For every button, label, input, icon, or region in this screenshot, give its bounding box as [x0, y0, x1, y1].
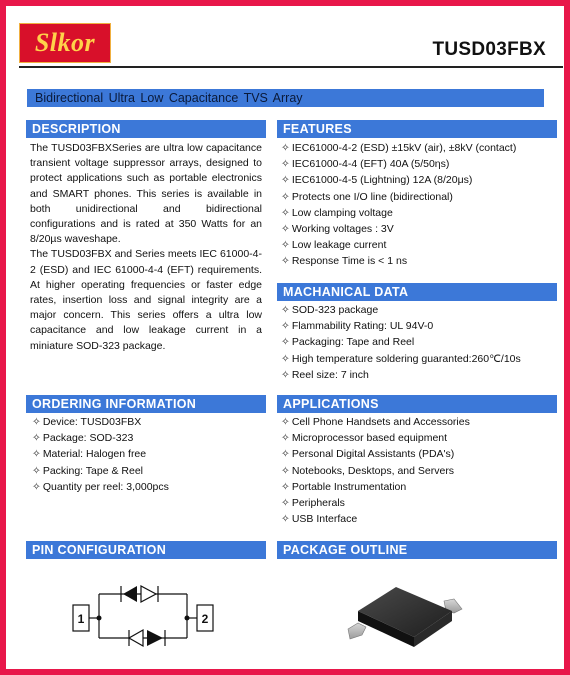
bullet-icon: ✧: [281, 464, 290, 477]
diode-filled-top: [123, 586, 137, 602]
bullet-icon: ✧: [32, 432, 41, 445]
list-item-text: Packing: Tape & Reel: [42, 464, 144, 477]
list-item-text: Package: SOD-323: [42, 432, 134, 445]
bullet-icon: ✧: [281, 513, 290, 526]
bullet-icon: ✧: [281, 304, 290, 316]
list-item: [281, 463, 470, 479]
features-list: [281, 140, 516, 270]
list-item: [281, 495, 470, 511]
list-item-text: IEC61000-4-4 (EFT) 40A (5/50ηs): [291, 158, 450, 171]
list-item: [281, 205, 516, 221]
description-paragraph: The TUSD03FBXSeries are ultra low capacitance transient voltage suppressor arrays, designed to protect applications such as portable electronics and SMART phones. This series is available in both unidirectional and bidirectional configurations and is rated at 350 Watts for an 8/20µs waveshape.: [30, 142, 262, 246]
header-divider: [19, 66, 563, 68]
list-item: [281, 221, 516, 237]
pin-configuration-heading: PIN CONFIGURATION: [26, 541, 266, 559]
ordering-info-list: [32, 414, 169, 495]
list-item: [281, 189, 516, 205]
list-item: [281, 253, 516, 269]
list-item-text: SOD-323 package: [291, 304, 379, 316]
mechanical-data-list: [281, 302, 521, 383]
bullet-icon: ✧: [32, 448, 41, 461]
bullet-icon: ✧: [281, 320, 290, 333]
bullet-icon: ✧: [281, 336, 290, 349]
list-item-text: Low clamping voltage: [291, 206, 393, 219]
package-outline-heading: PACKAGE OUTLINE: [277, 541, 557, 559]
bullet-icon: ✧: [281, 255, 290, 268]
list-item: [32, 479, 169, 495]
brand-logo: Slkor: [19, 23, 111, 63]
list-item-text: USB Interface: [291, 513, 358, 526]
diode-filled-bottom: [147, 630, 163, 646]
package-outline-image: [336, 571, 476, 656]
list-item-text: Notebooks, Desktops, and Servers: [291, 464, 455, 477]
bullet-icon: ✧: [281, 174, 290, 187]
bullet-icon: ✧: [281, 239, 290, 252]
list-item-text: Flammability Rating: UL 94V-0: [291, 320, 434, 333]
package-lead-left: [348, 623, 366, 639]
bullet-icon: ✧: [281, 480, 290, 493]
list-item-text: Protects one I/O line (bidirectional): [291, 190, 453, 203]
diode-outline-top: [141, 586, 156, 602]
list-item-text: High temperature soldering guaranted:260℃/10s: [291, 352, 521, 365]
description-text: [30, 141, 262, 354]
list-item-text: Peripherals: [291, 497, 345, 510]
bullet-icon: ✧: [281, 142, 290, 154]
list-item: [281, 172, 516, 188]
list-item-text: Working voltages : 3V: [291, 223, 394, 236]
bullet-icon: ✧: [281, 432, 290, 445]
list-item-text: IEC61000-4-2 (ESD) ±15kV (air), ±8kV (contact): [291, 142, 517, 154]
list-item-text: Portable Instrumentation: [291, 480, 407, 493]
list-item-text: Personal Digital Assistants (PDA's): [291, 448, 455, 461]
pin-configuration-diagram: [71, 574, 221, 664]
bullet-icon: ✧: [281, 223, 290, 236]
bullet-icon: ✧: [281, 190, 290, 203]
product-subtitle-banner: Bidirectional Ultra Low Capacitance TVS Array: [27, 89, 544, 107]
list-item: [281, 237, 516, 253]
list-item-text: IEC61000-4-5 (Lightning) 12A (8/20μs): [291, 174, 473, 187]
list-item: [281, 140, 516, 156]
list-item: [281, 479, 470, 495]
bullet-icon: ✧: [281, 497, 290, 510]
bullet-icon: ✧: [32, 464, 41, 477]
list-item: [281, 367, 521, 383]
list-item-text: Low leakage current: [291, 239, 387, 252]
list-item-text: Cell Phone Handsets and Accessories: [291, 416, 470, 428]
bullet-icon: ✧: [281, 416, 290, 428]
mechanical-data-heading: MACHANICAL DATA: [277, 283, 557, 301]
list-item: [281, 414, 470, 430]
bullet-icon: ✧: [32, 480, 41, 493]
list-item: [281, 430, 470, 446]
ordering-info-heading: ORDERING INFORMATION: [26, 395, 266, 413]
list-item: [281, 318, 521, 334]
bullet-icon: ✧: [281, 158, 290, 171]
list-item: [281, 302, 521, 318]
applications-list: [281, 414, 470, 527]
bullet-icon: ✧: [32, 416, 41, 428]
part-number-title: TUSD03FBX: [432, 39, 546, 60]
features-heading: FEATURES: [277, 120, 557, 138]
list-item-text: Response Time is < 1 ns: [291, 255, 408, 268]
list-item-text: Quantity per reel: 3,000pcs: [42, 480, 169, 493]
list-item-text: Microprocessor based equipment: [291, 432, 448, 445]
list-item: [32, 463, 169, 479]
list-item: [281, 351, 521, 367]
description-heading: DESCRIPTION: [26, 120, 266, 138]
pin1-label: 1: [77, 612, 85, 626]
list-item-text: Device: TUSD03FBX: [42, 416, 142, 428]
list-item-text: Reel size: 7 inch: [291, 368, 369, 381]
applications-heading: APPLICATIONS: [277, 395, 557, 413]
bullet-icon: ✧: [281, 448, 290, 461]
bullet-icon: ✧: [281, 206, 290, 219]
diode-outline-bottom: [129, 630, 143, 646]
list-item-text: Material: Halogen free: [42, 448, 147, 461]
list-item: [281, 334, 521, 350]
pin2-label: 2: [201, 612, 209, 626]
description-paragraph: The TUSD03FBX and Series meets IEC 61000-4-2 (ESD) and IEC 61000-4-4 (EFT) requirements. At higher operating frequencies or faster edge rates, insertion loss and signal integrity are a major concern. This series offers a ultra low capacitance and low leakage current in a miniature SOD-323 package.: [30, 248, 262, 352]
list-item: [281, 156, 516, 172]
bullet-icon: ✧: [281, 352, 290, 365]
list-item: [32, 446, 169, 462]
list-item: [281, 446, 470, 462]
list-item: [32, 430, 169, 446]
list-item: [32, 414, 169, 430]
list-item-text: Packaging: Tape and Reel: [291, 336, 415, 349]
list-item: [281, 511, 470, 527]
bullet-icon: ✧: [281, 368, 290, 381]
